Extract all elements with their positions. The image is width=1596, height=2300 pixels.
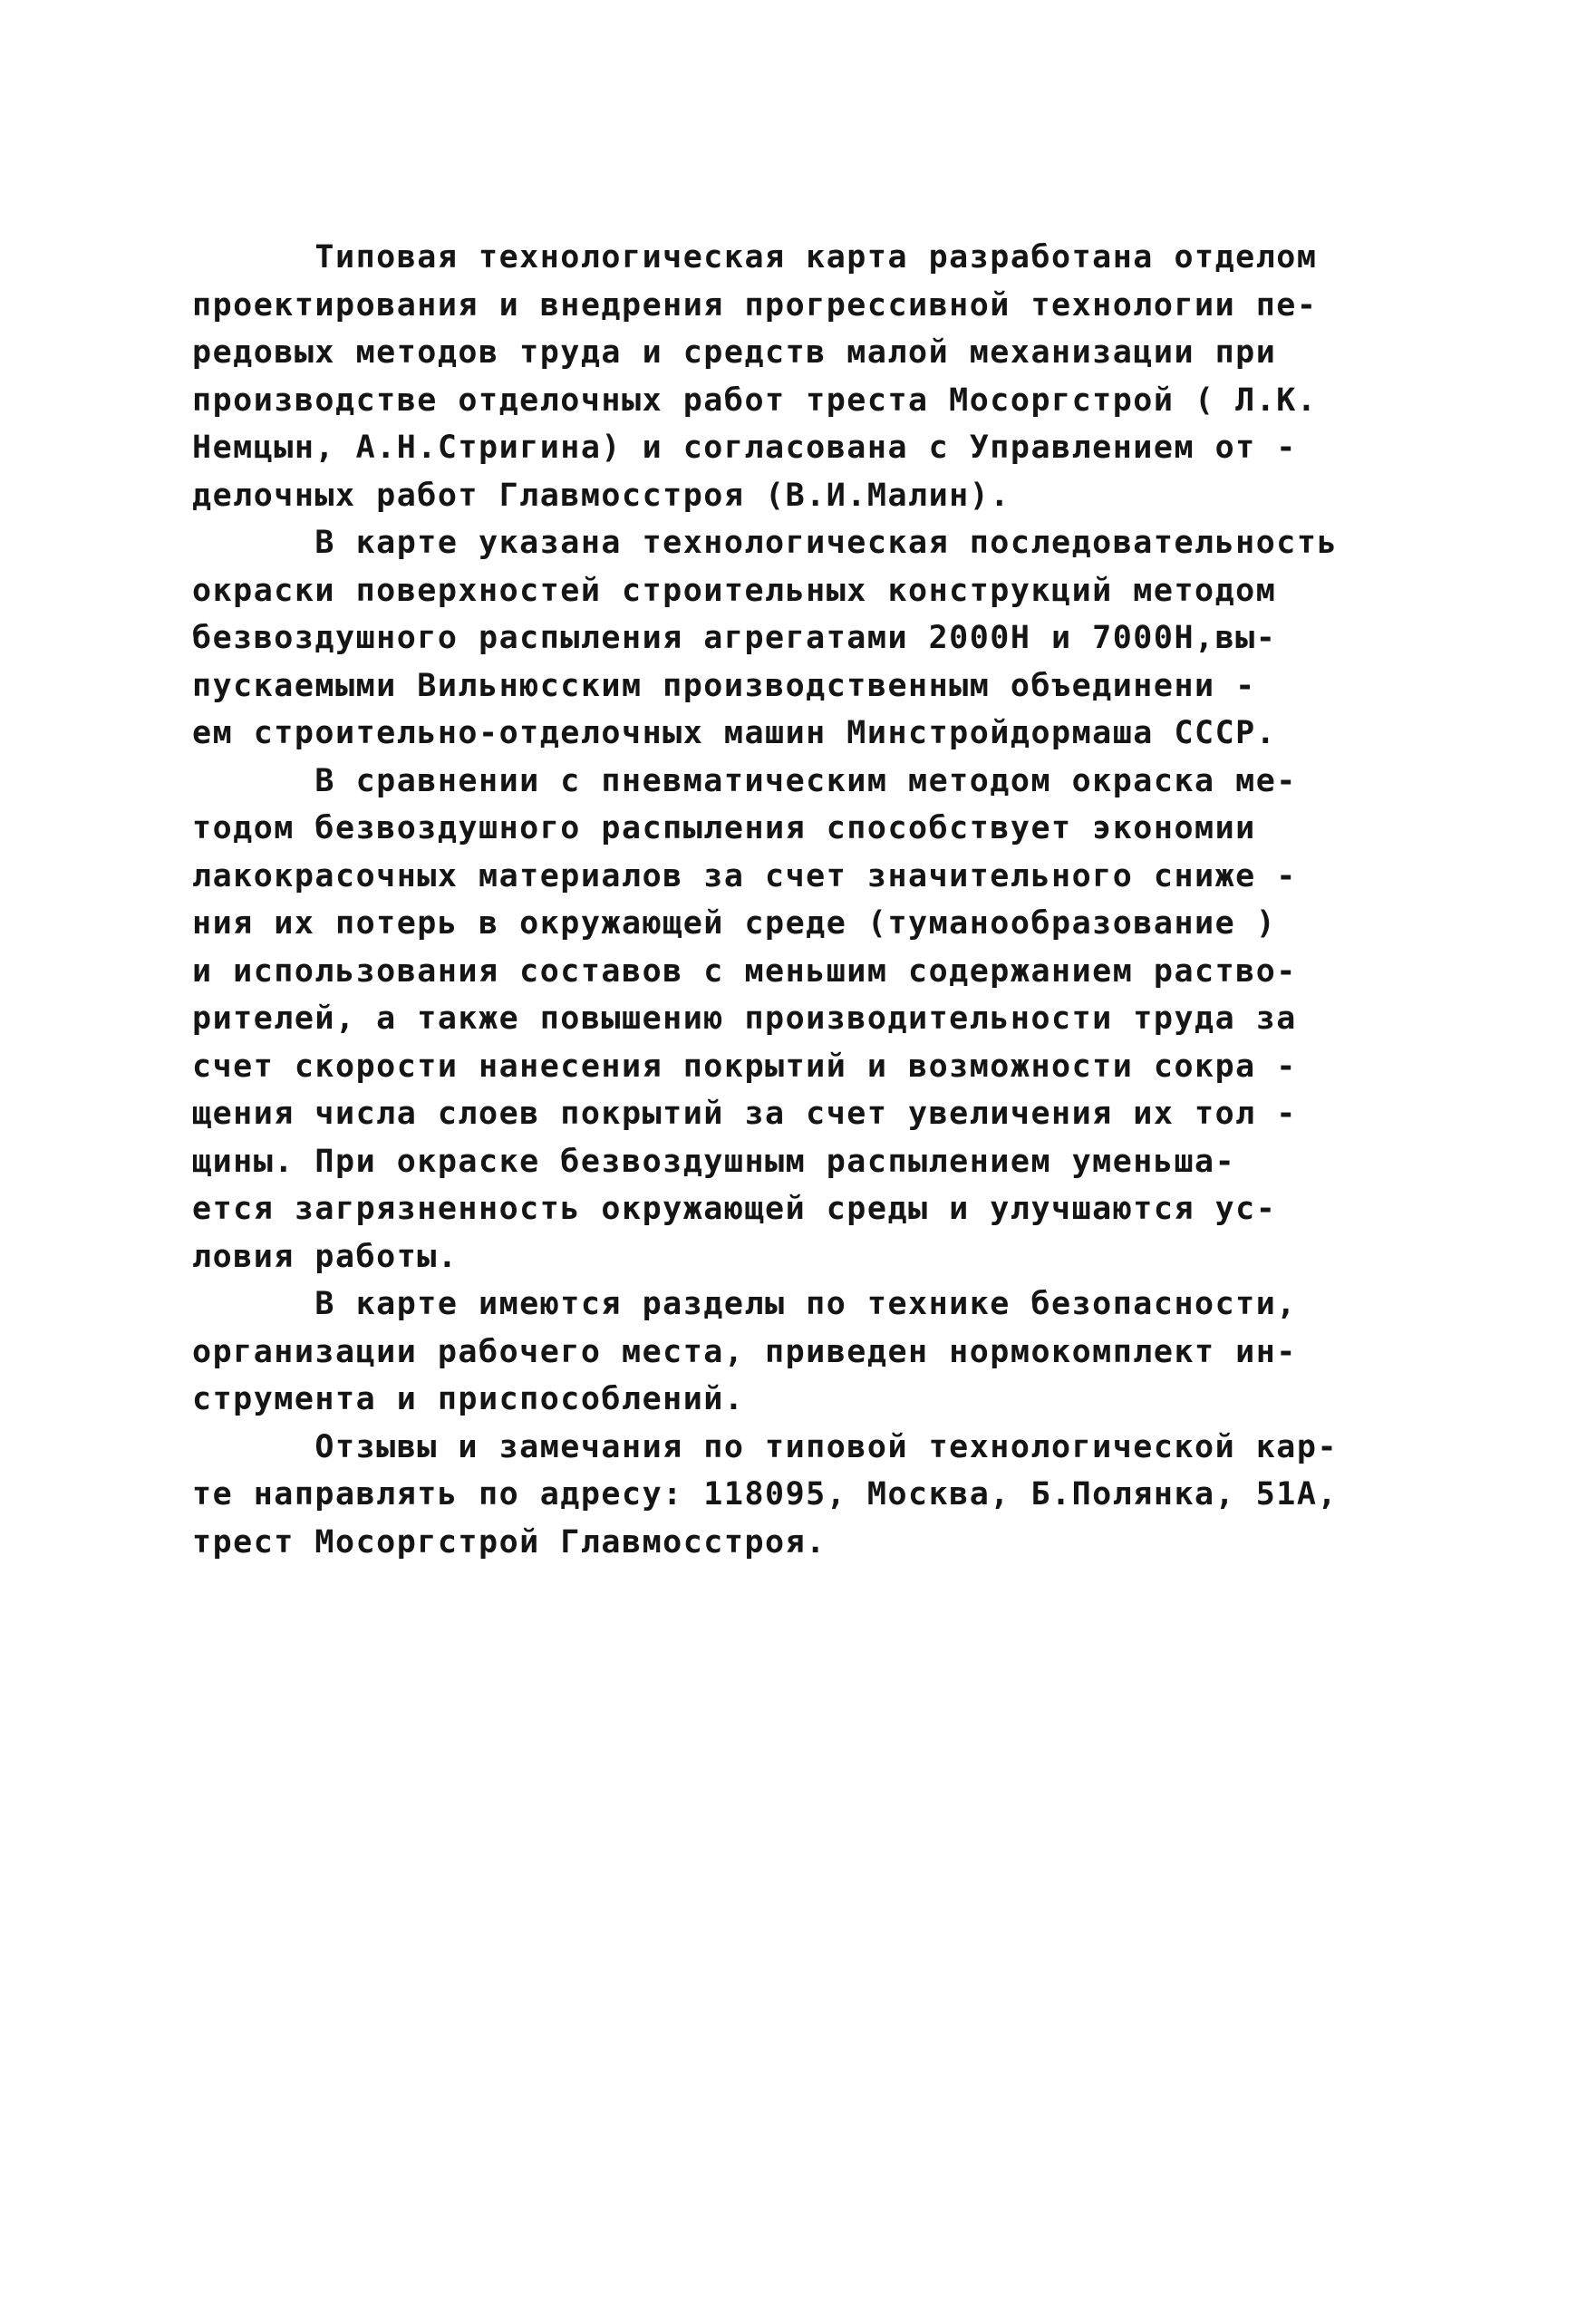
paragraph-feedback-address [192,1424,1450,1567]
text-line: щины. При окраске безвоздушным распылением уменьша- [192,1143,1236,1180]
text-line: ловия работы. [192,1238,459,1275]
text-line: лакокрасочных материалов за счет значительного сниже - [192,857,1297,894]
text-line: трест Мосоргстрой Главмосстроя. [192,1523,827,1561]
text-line: ется загрязненность окружающей среды и улучшаются ус- [192,1191,1277,1227]
text-line: редовых методов труда и средств малой механизации при [192,334,1277,371]
paragraph-technology-sequence [192,519,1450,758]
text-line: ем строительно-отделочных машин Минстройдормаша СССР. [192,715,1277,751]
text-line: Отзывы и замечания по типовой технологической кар- [192,1428,1339,1465]
text-line: ния их потерь в окружающей среде (туманообразование ) [192,905,1277,942]
paragraph-sections [192,1280,1450,1424]
text-line: окраски поверхностей строительных конструкций методом [192,572,1277,609]
text-line: пускаемыми Вильнюсским производственным объединени - [192,667,1256,704]
text-line: Типовая технологическая карта разработана отделом [192,239,1318,275]
text-line: счет скорости нанесения покрытий и возможности сокра - [192,1048,1297,1085]
text-line: В сравнении с пневматическим методом окраска ме- [192,762,1297,799]
text-line: Немцын, А.Н.Стригина) и согласована с Управлением от - [192,430,1297,466]
text-line: делочных работ Главмосстроя (В.И.Малин). [192,477,1011,514]
text-line: организации рабочего места, приведен нормокомплект ин- [192,1333,1297,1370]
text-line: те направлять по адресу: 118095, Москва, Б.Полянка, 51А, [192,1476,1339,1512]
document-body [192,234,1450,1566]
paragraph-method-comparison [192,758,1450,1281]
paragraph-development-info [192,234,1450,519]
text-line: щения числа слоев покрытий за счет увеличения их тол - [192,1096,1297,1132]
text-line: производстве отделочных работ треста Мосоргстрой ( Л.К. [192,382,1318,419]
text-line: и использования составов с меньшим содержанием раство- [192,952,1297,990]
text-line: безвоздушного распыления агрегатами 2000Н и 7000Н,вы- [192,620,1277,656]
text-line: В карте указана технологическая последовательность [192,525,1339,561]
text-line: проектирования и внедрения прогрессивной технологии пе- [192,286,1318,324]
text-line: В карте имеются разделы по технике безопасности, [192,1286,1297,1322]
text-line: рителей, а также повышению производительности труда за [192,1000,1297,1037]
text-line: струмента и приспособлений. [192,1381,745,1417]
text-line: тодом безвоздушного распыления способствует экономии [192,810,1256,846]
